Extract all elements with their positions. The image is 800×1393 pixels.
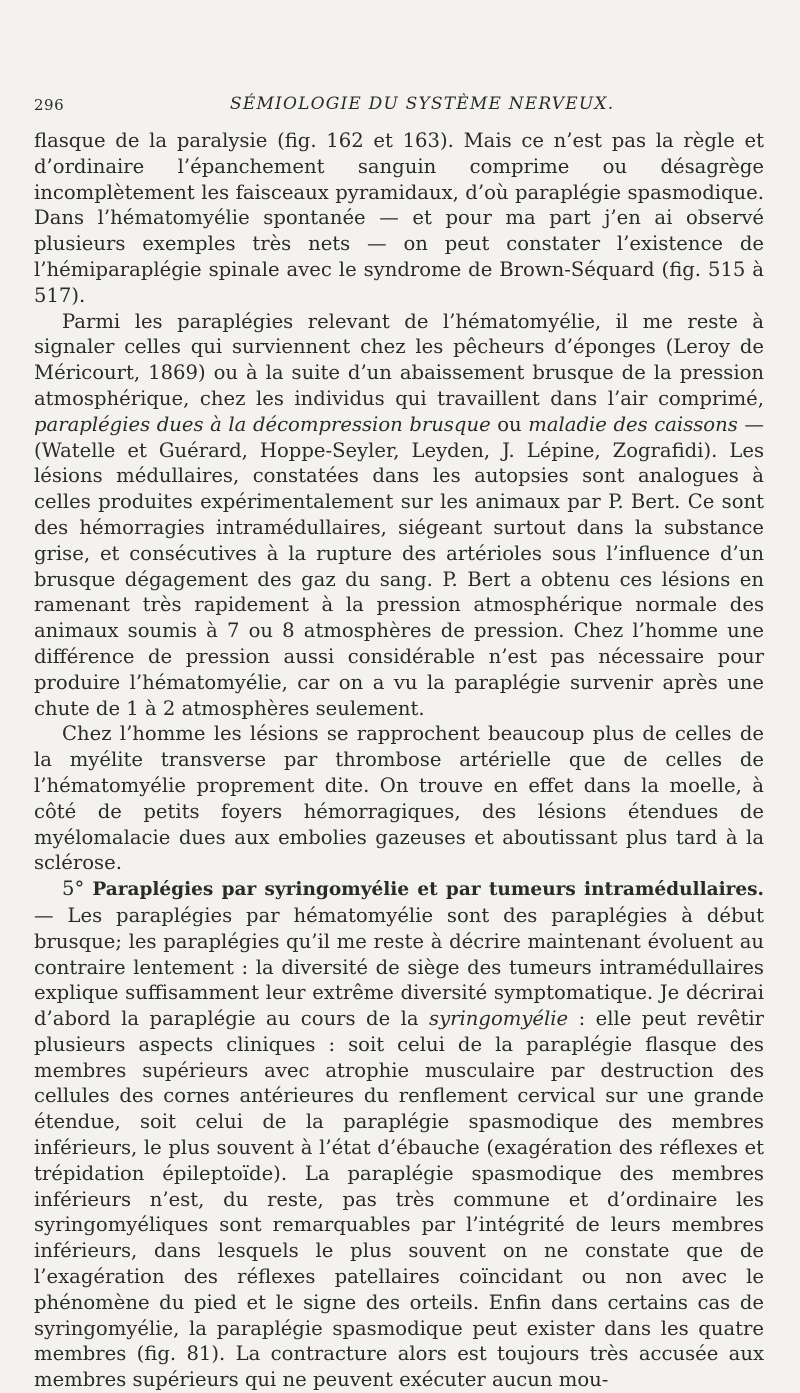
body-text [34, 128, 764, 1393]
paragraph-3-text: Chez l’homme les lésions se rapprochent beaucoup plus de celles de la myélite transverse par thrombose artérielle que de celles de l’hématomyélie proprement dite. On trouve en effet dans la moelle, à côté de petits foyers hémorragiques, des lésions étendues de myélomalacie dues aux embolies gazeuses et aboutissant plus tard à la sclérose. [34, 722, 764, 875]
paragraph-2-text-b: ou [497, 412, 522, 436]
paragraph-2 [34, 309, 764, 722]
section-heading: Paraplégies par syringomyélie et par tumeurs intramédullaires. [92, 879, 764, 901]
paragraph-4-italic: syringomyélie [429, 1007, 569, 1031]
paragraph-4 [34, 876, 764, 1393]
paragraph-2-italic-1: paraplégies dues à la décompression brusque [34, 412, 491, 436]
paragraph-1 [34, 128, 764, 309]
page-number: 296 [34, 96, 65, 114]
paragraph-2-text-a: Parmi les paraplégies relevant de l’hématomyélie, il me reste à signaler celles qui surviennent chez les pêcheurs d’éponges (Leroy de Méricourt, 1869) ou à la suite d’un abaissement brusque de la pression atmosphérique, chez les individus qui travaillent dans l’air comprimé, [34, 309, 764, 410]
paragraph-2-italic-2: maladie des caissons [528, 412, 738, 436]
paragraph-1-text: flasque de la paralysie (fig. 162 et 163). Mais ce n’est pas la règle et d’ordinaire l’épanchement sanguin comprime ou désagrège incomplètement les faisceaux pyramidaux, d’où paraplégie spasmodique. Dans l’hématomyélie spontanée — et pour ma part j’en ai observé plusieurs exemples très nets — on peut constater l’existence de l’hémiparaplégie spinale avec le syndrome de Brown-Séquard (fig. 515 à 517). [34, 129, 764, 307]
section-number: 5° [62, 877, 85, 901]
section-dash: — [34, 903, 54, 927]
paragraph-3 [34, 721, 764, 876]
running-title: SÉMIOLOGIE DU SYSTÈME NERVEUX. [230, 94, 615, 114]
page-header [34, 92, 766, 122]
paragraph-2-text-c: — (Watelle et Guérard, Hoppe-Seyler, Leyden, J. Lépine, Zografidi). Les lésions médullaires, constatées dans les autopsies sont analogues à celles produites expérimentalement sur les animaux par P. Bert. Ce sont des hémorragies intramédullaires, siégeant surtout dans la substance grise, et consécutives à la rupture des artérioles sous l’influence d’un brusque dégagement des gaz du sang. P. Bert a obtenu ces lésions en ramenant très rapidement à la pression atmosphérique normale des animaux soumis à 7 ou 8 atmosphères de pression. Chez l’homme une différence de pression aussi considérable n’est pas nécessaire pour produire l’hématomyélie, car on a vu la paraplégie survenir après une chute de 1 à 2 atmosphères seulement. [34, 412, 764, 720]
paragraph-4-text-a: Les paraplégies par hématomyélie sont des paraplégies à début brusque; les paraplégies qu’il me reste à décrire maintenant évoluent au contraire lentement : la diversité de siège des tumeurs intramédullaires explique suffisamment leur extrême diversité symptomatique. Je décrirai d’abord la paraplégie au cours de la [34, 903, 764, 1031]
paragraph-4-text-b: : elle peut revêtir plusieurs aspects cliniques : soit celui de la paraplégie flasque des membres supérieurs avec atrophie musculaire par destruction des cellules des cornes antérieures du renflement cervical sur une grande étendue, soit celui de la paraplégie spasmodique des membres inférieurs, le plus souvent à l’état d’ébauche (exagération des réflexes et trépidation épileptoïde). La paraplégie spasmodique des membres inférieurs n’est, du reste, pas très commune et d’ordinaire les syringomyéliques sont remarquables par l’intégrité de leurs membres inférieurs, dans lesquels le plus souvent on ne constate que de l’exagération des réflexes patellaires coïncidant ou non avec le phénomène du pied et le signe des orteils. Enfin dans certains cas de syringomyélie, la paraplégie spasmodique peut exister dans les quatre membres (fig. 81). La contracture alors est toujours très accusée aux membres supérieurs qui ne peuvent exécuter aucun mou- [34, 1007, 764, 1392]
